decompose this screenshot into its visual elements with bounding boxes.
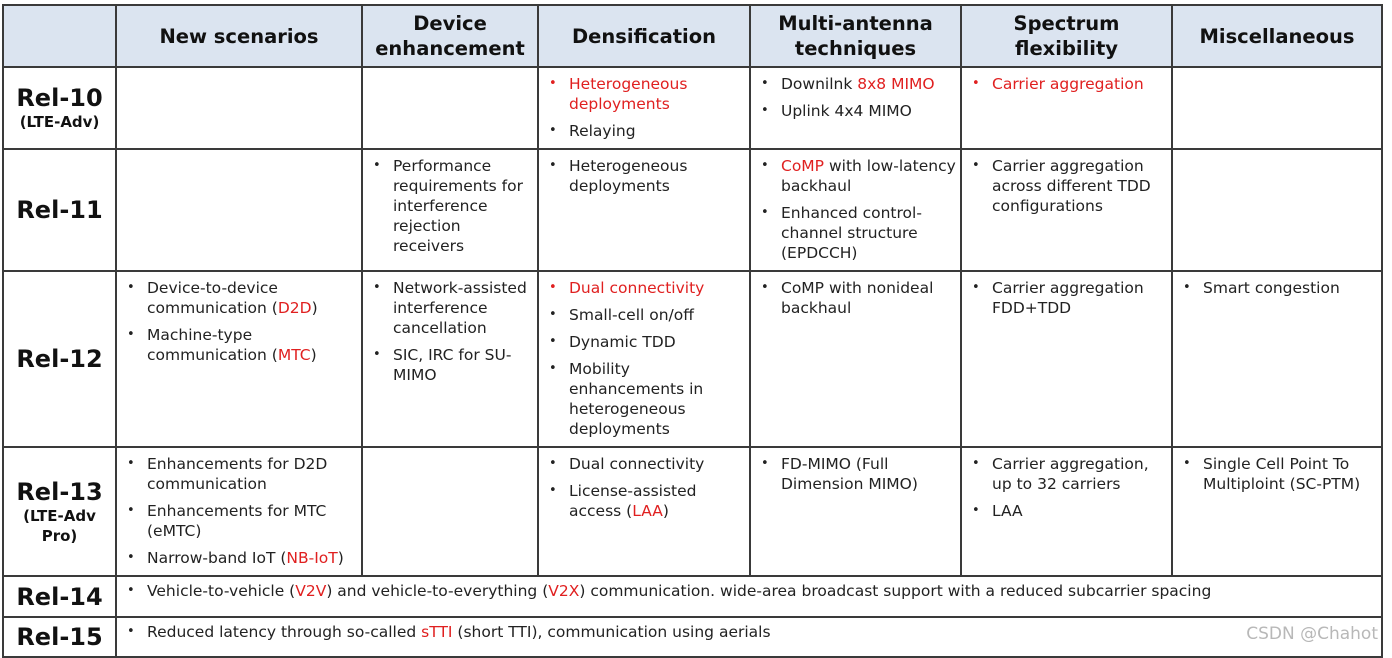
- bullet-text: ) and vehicle-to-everything (: [326, 582, 549, 600]
- bullet-item: [125, 454, 357, 494]
- bullet-list: [117, 448, 361, 568]
- bullet-text: Relaying: [569, 122, 636, 140]
- bullet-text: ): [310, 346, 317, 364]
- cell-multi-antenna: [750, 67, 961, 149]
- cell-spectrum-flexibility: [961, 67, 1172, 149]
- bullet-text: Heterogeneous deployments: [569, 157, 688, 195]
- bullet-list: [751, 150, 960, 263]
- bullet-item: [371, 345, 533, 385]
- bullet-item: [759, 156, 956, 196]
- bullet-text: ) communication. wide-area broadcast support with a reduced subcarrier spacing: [579, 582, 1212, 600]
- bullet-item: [125, 622, 1377, 642]
- release-row: [3, 271, 1382, 447]
- bullet-text: Reduced latency through so-called: [147, 623, 422, 641]
- release-row: [3, 149, 1382, 271]
- cell-spanning: [116, 617, 1382, 657]
- cell-new-scenarios: [116, 447, 362, 576]
- bullet-text: Dynamic TDD: [569, 333, 676, 351]
- bullet-list: [117, 577, 1381, 601]
- highlighted-term: sTTI: [421, 623, 453, 641]
- bullet-item: [125, 548, 357, 568]
- bullet-item: [547, 332, 745, 352]
- column-header-multi-antenna: Multi-antenna techniques: [750, 5, 961, 67]
- release-label-cell: [3, 67, 116, 149]
- release-label-cell: [3, 576, 116, 617]
- bullet-text: Vehicle-to-vehicle (: [147, 582, 296, 600]
- bullet-item: [371, 156, 533, 256]
- column-header-miscellaneous: Miscellaneous: [1172, 5, 1382, 67]
- bullet-list: [539, 68, 749, 141]
- bullet-list: [117, 618, 1381, 642]
- cell-spectrum-flexibility: [961, 447, 1172, 576]
- bullet-text: LAA: [992, 502, 1023, 520]
- bullet-list: [962, 68, 1171, 94]
- bullet-item: [970, 74, 1167, 94]
- cell-miscellaneous: [1172, 67, 1382, 149]
- column-header-spectrum-flexibility: Spectrum flexibility: [961, 5, 1172, 67]
- release-label-cell: [3, 617, 116, 657]
- bullet-text: Dual connectivity: [569, 455, 705, 473]
- highlighted-term: Heterogeneous deployments: [569, 75, 688, 113]
- cell-densification: [538, 271, 750, 447]
- bullet-item: [371, 278, 533, 338]
- bullet-text: Enhancements for MTC (eMTC): [147, 502, 327, 540]
- cell-device-enhancement: [362, 149, 538, 271]
- bullet-list: [751, 68, 960, 121]
- bullet-list: [1173, 448, 1381, 494]
- release-name: Rel-13: [16, 477, 103, 506]
- bullet-text: Small-cell on/off: [569, 306, 694, 324]
- cell-densification: [538, 447, 750, 576]
- bullet-item: [759, 278, 956, 318]
- release-name: Rel-10: [16, 84, 103, 112]
- cell-device-enhancement: [362, 67, 538, 149]
- bullet-text: Performance requirements for interference rejection receivers: [393, 157, 523, 255]
- bullet-text: Enhancements for D2D communication: [147, 455, 328, 493]
- column-header-densification: Densification: [538, 5, 750, 67]
- bullet-item: [125, 278, 357, 318]
- bullet-list: [962, 150, 1171, 216]
- cell-new-scenarios: [116, 271, 362, 447]
- release-label-cell: [3, 149, 116, 271]
- highlighted-term: MTC: [277, 346, 311, 364]
- cell-spanning: [116, 576, 1382, 617]
- highlighted-term: Dual connectivity: [569, 279, 705, 297]
- highlighted-term: NB-IoT: [286, 549, 338, 567]
- bullet-item: [759, 454, 956, 494]
- bullet-item: [547, 74, 745, 114]
- bullet-text: SIC, IRC for SU-MIMO: [393, 346, 512, 384]
- cell-miscellaneous: [1172, 271, 1382, 447]
- highlighted-term: LAA: [632, 502, 663, 520]
- bullet-text: with low-latency backhaul: [781, 157, 956, 195]
- highlighted-term: D2D: [277, 299, 312, 317]
- bullet-list: [751, 448, 960, 494]
- cell-densification: [538, 149, 750, 271]
- table-body: [3, 67, 1382, 657]
- bullet-list: [751, 272, 960, 318]
- cell-multi-antenna: [750, 271, 961, 447]
- bullet-item: [759, 101, 956, 121]
- cell-multi-antenna: [750, 149, 961, 271]
- highlighted-term: V2X: [548, 582, 580, 600]
- release-row: [3, 447, 1382, 576]
- cell-device-enhancement: [362, 271, 538, 447]
- bullet-list: [363, 272, 537, 385]
- bullet-text: Device-to-device communication (: [147, 279, 278, 317]
- cell-new-scenarios: [116, 149, 362, 271]
- cell-miscellaneous: [1172, 447, 1382, 576]
- header-corner: [3, 5, 116, 67]
- bullet-text: Carrier aggregation FDD+TDD: [992, 279, 1144, 317]
- release-label-cell: [3, 271, 116, 447]
- bullet-item: [759, 74, 956, 94]
- release-name: Rel-12: [16, 345, 103, 373]
- bullet-list: [962, 448, 1171, 521]
- bullet-item: [547, 359, 745, 439]
- bullet-text: ): [337, 549, 344, 567]
- bullet-text: License-assisted access (: [569, 482, 697, 520]
- bullet-item: [125, 581, 1377, 601]
- bullet-item: [759, 203, 956, 263]
- bullet-item: [125, 325, 357, 365]
- cell-densification: [538, 67, 750, 149]
- bullet-item: [970, 156, 1167, 216]
- column-header-device-enhancement: Device enhancement: [362, 5, 538, 67]
- bullet-list: [962, 272, 1171, 318]
- bullet-text: Mobility enhancements in heterogeneous deployments: [569, 360, 704, 438]
- bullet-list: [1173, 272, 1381, 298]
- lte-releases-table: [2, 4, 1383, 658]
- cell-multi-antenna: [750, 447, 961, 576]
- release-label-cell: [3, 447, 116, 576]
- release-row: [3, 617, 1382, 657]
- bullet-item: [547, 278, 745, 298]
- bullet-text: Network-assisted interference cancellation: [393, 279, 527, 337]
- cell-device-enhancement: [362, 447, 538, 576]
- column-header-new-scenarios: New scenarios: [116, 5, 362, 67]
- header-row: [3, 5, 1382, 67]
- bullet-list: [363, 150, 537, 256]
- bullet-text: Carrier aggregation across different TDD configurations: [992, 157, 1151, 215]
- bullet-text: Enhanced control-channel structure (EPDCCH): [781, 204, 922, 262]
- bullet-item: [1181, 278, 1377, 298]
- release-name: Rel-14: [16, 582, 103, 611]
- bullet-text: ): [662, 502, 669, 520]
- bullet-list: [539, 272, 749, 439]
- bullet-item: [547, 156, 745, 196]
- bullet-item: [970, 501, 1167, 521]
- bullet-text: FD-MIMO (Full Dimension MIMO): [781, 455, 918, 493]
- bullet-list: [117, 272, 361, 365]
- release-name: Rel-15: [16, 623, 103, 651]
- cell-spectrum-flexibility: [961, 271, 1172, 447]
- bullet-item: [547, 305, 745, 325]
- bullet-text: CoMP with nonideal backhaul: [781, 279, 934, 317]
- highlighted-term: CoMP: [781, 157, 825, 175]
- bullet-text: ): [311, 299, 318, 317]
- bullet-list: [539, 448, 749, 521]
- bullet-text: Smart congestion: [1203, 279, 1340, 297]
- bullet-text: Single Cell Point To Multiploint (SC-PTM): [1203, 455, 1361, 493]
- bullet-item: [547, 454, 745, 474]
- bullet-item: [125, 501, 357, 541]
- bullet-item: [970, 278, 1167, 318]
- bullet-text: Downilnk: [781, 75, 858, 93]
- highlighted-term: V2V: [295, 582, 327, 600]
- release-row: [3, 67, 1382, 149]
- watermark: CSDN @Chahot: [1246, 624, 1378, 644]
- bullet-item: [1181, 454, 1377, 494]
- release-name: Rel-11: [16, 196, 103, 224]
- bullet-item: [547, 481, 745, 521]
- bullet-list: [539, 150, 749, 196]
- bullet-text: Machine-type communication (: [147, 326, 278, 364]
- bullet-item: [970, 454, 1167, 494]
- release-subtitle: (LTE-Adv Pro): [23, 506, 96, 545]
- cell-miscellaneous: [1172, 149, 1382, 271]
- release-row: [3, 576, 1382, 617]
- release-subtitle: (LTE-Adv): [19, 113, 100, 131]
- bullet-text: Narrow-band IoT (: [147, 549, 287, 567]
- bullet-text: Uplink 4x4 MIMO: [781, 102, 912, 120]
- cell-new-scenarios: [116, 67, 362, 149]
- bullet-item: [547, 121, 745, 141]
- bullet-text: Carrier aggregation, up to 32 carriers: [992, 455, 1149, 493]
- cell-spectrum-flexibility: [961, 149, 1172, 271]
- bullet-text: (short TTI), communication using aerials: [452, 623, 771, 641]
- highlighted-term: 8x8 MIMO: [857, 75, 935, 93]
- highlighted-term: Carrier aggregation: [992, 75, 1144, 93]
